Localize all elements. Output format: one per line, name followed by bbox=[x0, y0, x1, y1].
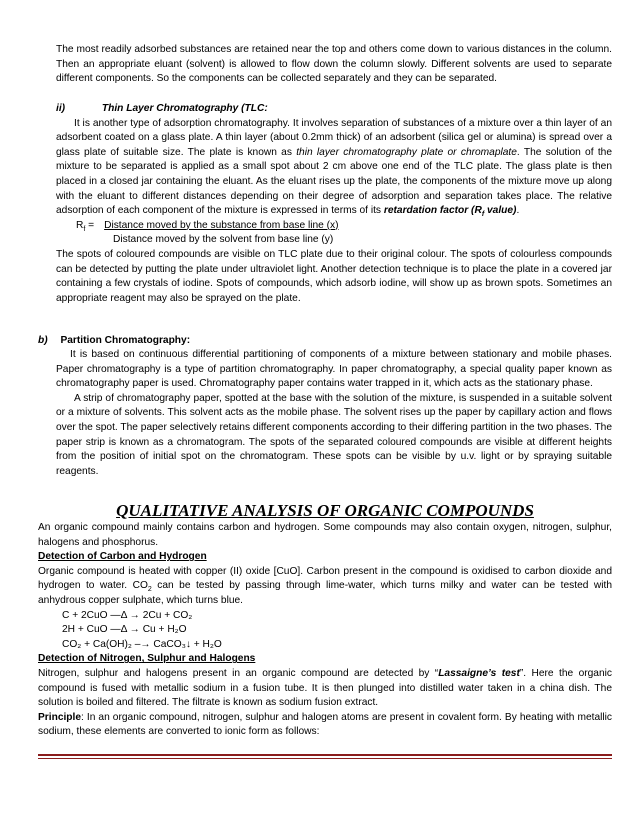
principle-paragraph bbox=[38, 711, 612, 740]
section-tlc bbox=[56, 102, 612, 306]
lassaigne-test-term: Lassaigne’s test bbox=[438, 667, 520, 679]
footer-rule-thick bbox=[38, 754, 612, 756]
rf-symbol: R bbox=[76, 219, 84, 231]
qualitative-analysis-title: QUALITATIVE ANALYSIS OF ORGANIC COMPOUNDS bbox=[116, 501, 534, 520]
rf-denominator: Distance moved by the solvent from base line (y) bbox=[113, 234, 334, 246]
rf-equals: = bbox=[85, 219, 95, 231]
lassaigne-text-b: ”. Here the organic compound is fused with metallic sodium in a fusion tube. It is then plunged into distilled water taken in a china dish. The solution is boiled and filtered. The filtrate is known as sodium fusion extract. bbox=[38, 667, 612, 709]
carbon-hydrogen-heading: Detection of Carbon and Hydrogen bbox=[38, 551, 207, 563]
section-qualitative bbox=[38, 521, 612, 740]
nitrogen-sulphur-halogens-heading: Detection of Nitrogen, Sulphur and Halogens bbox=[38, 653, 256, 665]
carbon-text-a: Organic compound is heated with copper (II) oxide [CuO]. Carbon present in the compound is oxidised to carbon dioxide and hydrogen to water. CO bbox=[38, 565, 612, 592]
equation-2: 2H + CuO —Δ → Cu + H₂O bbox=[62, 624, 187, 636]
tlc-plate-term: thin layer chromatography plate or chromaplate bbox=[296, 146, 517, 158]
rf-symbol-sub: f bbox=[83, 225, 86, 233]
lassaigne-paragraph bbox=[38, 667, 612, 711]
tlc-title: Thin Layer Chromatography (TLC: bbox=[101, 103, 268, 114]
tlc-p1-text-a: It is another type of adsorption chromatography. It involves separation of substances of a mixture over a thin layer of an adsorbent coated on a glass plate. A thin layer (about 0.2mm thick) of an adsorbent (silica gel or alumina) is spread over a glass plate of suitable size. The plate is known as bbox=[56, 117, 612, 158]
rf-formula-numerator-row bbox=[56, 219, 612, 234]
equation-1: C + 2CuO —Δ → 2Cu + CO₂ bbox=[62, 609, 193, 621]
partition-title: Partition Chromatography: bbox=[60, 335, 191, 346]
partition-heading bbox=[38, 334, 612, 349]
qualitative-intro: An organic compound mainly contains carbon and hydrogen. Some compounds may also contain oxygen, nitrogen, sulphur, halogens and phosphorus. bbox=[38, 522, 612, 548]
equation-3: CO₂ + Ca(OH)₂ –→ CaCO₃↓ + H₂O bbox=[62, 638, 222, 650]
tlc-paragraph-1: It is another type of adsorption chromatography. It involves separation of substances of a mixture over a thin layer of an adsorbent coated on a glass plate. A thin layer (about 0.2mm thick) of an adsorbent (silica gel or alumina) is spread over a glass plate of suitable size. The plate is known as thin layer chromatography plate or chromaplate. The solution of the mixture to be separated is applied as a small spot about 2 cm above one end of the TLC plate. The glass plate is then placed in a closed jar containing the eluant. As the eluant rises up the plate, the components of the mixture move up along with the eluant to different distances depending on their degree of adsorption and separation takes place. The relative adsorption of each component of the mixture is expressed in terms of its retardation factor ($R_f$ value). bbox=[56, 117, 612, 219]
carbon-text-b: can be tested by passing through lime-water, which turns milky and water can be tested with anhydrous copper sulphate, which turns blue. bbox=[38, 580, 612, 606]
carbon-text-sub: 2 bbox=[147, 586, 152, 594]
principle-text: : In an organic compound, nitrogen, sulphur and halogen atoms are present in covalent form. By heating with metallic sodium, these elements are converted to ionic form as follows: bbox=[38, 711, 612, 738]
principle-label: Principle bbox=[38, 711, 82, 723]
partition-number: b) bbox=[38, 335, 48, 346]
tlc-p1-text-b: . The solution of the mixture to be separated is applied as a small spot about 2 cm above one end of the TLC plate. The glass plate is then placed in a closed jar containing the eluant. As the eluant rises up the plate, the components of the mixture move up along with the eluant to different distances depending on their degree of adsorption and separation takes place. The relative adsorption of each component of the mixture is expressed in terms of its bbox=[56, 146, 612, 217]
tlc-number: ii) bbox=[56, 103, 66, 114]
section-partition bbox=[56, 348, 612, 479]
tlc-paragraph-2: The spots of coloured compounds are visible on TLC plate due to their original colour. The spots of colourless compounds can be detected by putting the plate under ultraviolet light. Another detection technique is to place the plate in a covered jar containing a few crystals of iodine. Spots of compounds, which adsorb iodine, will show up as brown spots. Sometimes an appropriate reagent may also be sprayed on the plate. bbox=[56, 248, 612, 304]
lassaigne-text-a: Nitrogen, sulphur and halogens present in an organic compound are detected by “ bbox=[38, 667, 439, 679]
footer-rule-thin bbox=[38, 758, 612, 759]
section-partition-heading bbox=[38, 334, 612, 349]
rf-term: retardation factor (R bbox=[383, 205, 482, 217]
rf-term-end: value) bbox=[484, 205, 517, 217]
tlc-heading bbox=[56, 102, 612, 117]
paragraph-column-adsorption: The most readily adsorbed substances are retained near the top and others come down to various distances in the column. Then an appropriate eluant (solvent) is allowed to flow down the column slowly. Different solvents are used to separate different components. So the components can be collected separately and they can be separated. bbox=[56, 44, 612, 85]
partition-paragraph-2: A strip of chromatography paper, spotted at the base with the solution of the mixture, is suspended in a suitable solvent or a mixture of solvents. This solvent acts as the mobile phase. The solvent rises up the paper by capillary action and flows over the spot. The paper selectively retains different components according to their differing partition in the two phases. The paper strip is known as a chromatogram. The spots of the separated coloured compounds are visible at different heights from the position of initial spot on the chromatogram. These spots can be visible by u.v. light or by spraying suitable reagents. bbox=[56, 392, 612, 477]
rf-numerator: Distance moved by the substance from base line (x) bbox=[104, 219, 339, 231]
carbon-hydrogen-paragraph bbox=[38, 565, 612, 609]
partition-paragraph-1: It is based on continuous differential partitioning of components of a mixture between stationary and mobile phases. Paper chromatography is a type of partition chromatography. In paper chromatography, a special quality paper known as chromatography paper is used. Chromatography paper contains water trapped in it, which acts as the stationary phase. bbox=[56, 349, 612, 390]
rf-term-sub: f bbox=[481, 211, 485, 219]
